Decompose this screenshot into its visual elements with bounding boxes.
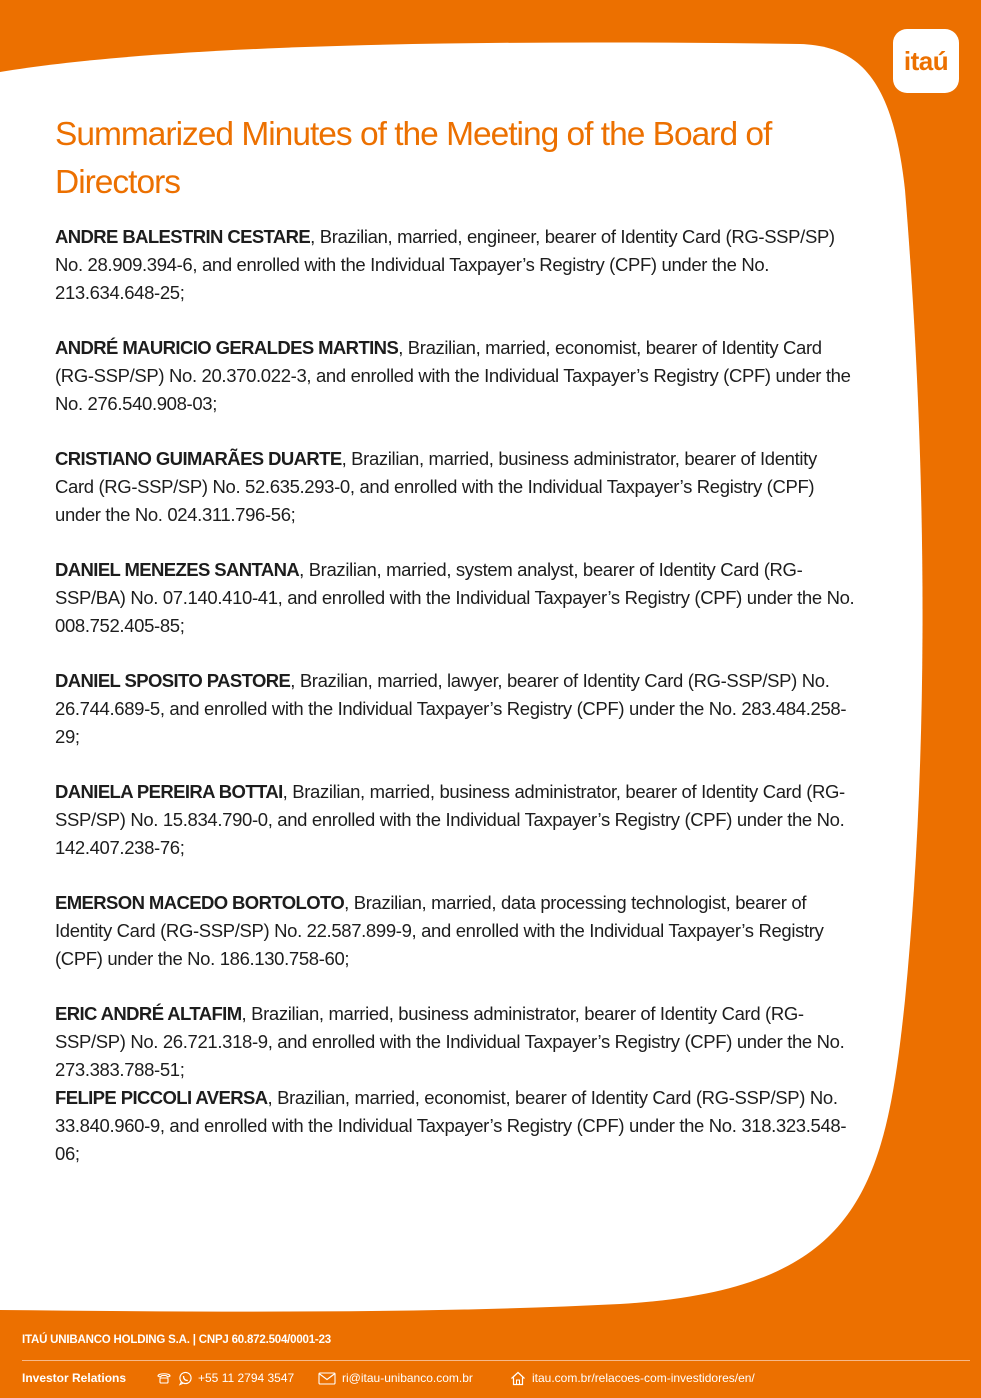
director-name: EMERSON MACEDO BORTOLOTO [55, 892, 345, 913]
director-name: DANIEL SPOSITO PASTORE [55, 670, 291, 691]
footer-company: ITAÚ UNIBANCO HOLDING S.A. | CNPJ 60.872.504/0001-23 [22, 1334, 331, 1346]
director-name: CRISTIANO GUIMARÃES DUARTE [55, 448, 342, 469]
director-name: FELIPE PICCOLI AVERSA [55, 1087, 268, 1108]
footer-divider [22, 1360, 970, 1361]
footer-website[interactable] [510, 1371, 755, 1386]
director-name: ERIC ANDRÉ ALTAFIM [55, 1003, 242, 1024]
whatsapp-icon [178, 1371, 193, 1386]
footer-email[interactable] [318, 1371, 510, 1385]
director-name: DANIEL MENEZES SANTANA [55, 559, 300, 580]
director-details: , Brazilian, married, business administrator, bearer of Identity Card (RG-SSP/SP) No. 52.635.293-0, and enrolled with the Individual Taxpayer’s Registry (CPF) under the No. 024.311.796-56; [55, 448, 817, 525]
director-details: , Brazilian, married, economist, bearer of Identity Card (RG-SSP/SP) No. 20.370.022-3, and enrolled with the Individual Taxpayer’s Registry (CPF) under the No. 276.540.908-03; [55, 337, 851, 414]
director-name: ANDRÉ MAURICIO GERALDES MARTINS [55, 337, 399, 358]
director-entry [55, 1084, 855, 1168]
director-entry [55, 1000, 855, 1084]
director-entry [55, 778, 855, 862]
page-title: Summarized Minutes of the Meeting of the Board of Directors [55, 116, 772, 201]
director-details: , Brazilian, married, engineer, bearer of Identity Card (RG-SSP/SP) No. 28.909.394-6, and enrolled with the Individual Taxpayer’s Registry (CPF) under the No. 213.634.648-25; [55, 226, 835, 303]
director-name: ANDRE BALESTRIN CESTARE [55, 226, 311, 247]
website-url: itau.com.br/relacoes-com-investidores/en/ [532, 1371, 755, 1385]
footer-contacts [22, 1368, 755, 1388]
director-details: , Brazilian, married, business administrator, bearer of Identity Card (RG-SSP/SP) No. 15.834.790-0, and enrolled with the Individual Taxpayer’s Registry (CPF) under the No. 142.407.238-76; [55, 781, 845, 858]
investor-relations-label: Investor Relations [22, 1371, 127, 1385]
director-entry [55, 889, 855, 973]
director-details: , Brazilian, married, lawyer, bearer of Identity Card (RG-SSP/SP) No. 26.744.689-5, and enrolled with the Individual Taxpayer’s Registry (CPF) under the No. 283.484.258-29; [55, 670, 847, 747]
director-details: , Brazilian, married, business administrator, bearer of Identity Card (RG-SSP/SP) No. 26.721.318-9, and enrolled with the Individual Taxpayer’s Registry (CPF) under the No. 273.383.788-51; [55, 1003, 845, 1080]
director-entry [55, 223, 855, 307]
director-entry [55, 334, 855, 418]
footer-phone[interactable] [156, 1371, 318, 1386]
document-body [55, 111, 855, 1168]
email-address: ri@itau-unibanco.com.br [342, 1371, 473, 1385]
director-entry [55, 667, 855, 751]
director-details: , Brazilian, married, economist, bearer of Identity Card (RG-SSP/SP) No. 33.840.960-9, and enrolled with the Individual Taxpayer’s Registry (CPF) under the No. 318.323.548-06; [55, 1087, 847, 1164]
home-icon [510, 1371, 526, 1386]
director-details: , Brazilian, married, system analyst, bearer of Identity Card (RG-SSP/BA) No. 07.140.410-41, and enrolled with the Individual Taxpayer’s Registry (CPF) under the No. 008.752.405-85; [55, 559, 855, 636]
director-name: DANIELA PEREIRA BOTTAI [55, 781, 283, 802]
director-details: , Brazilian, married, data processing technologist, bearer of Identity Card (RG-SSP/SP) No. 22.587.899-9, and enrolled with the Individual Taxpayer’s Registry (CPF) under the No. 186.130.758-60; [55, 892, 824, 969]
director-entry [55, 445, 855, 529]
phone-icon [156, 1371, 172, 1385]
logo-text: itaú [903, 45, 949, 76]
email-icon [318, 1372, 336, 1385]
phone-number: +55 11 2794 3547 [198, 1371, 295, 1385]
director-entry [55, 556, 855, 640]
itau-logo [893, 29, 959, 93]
